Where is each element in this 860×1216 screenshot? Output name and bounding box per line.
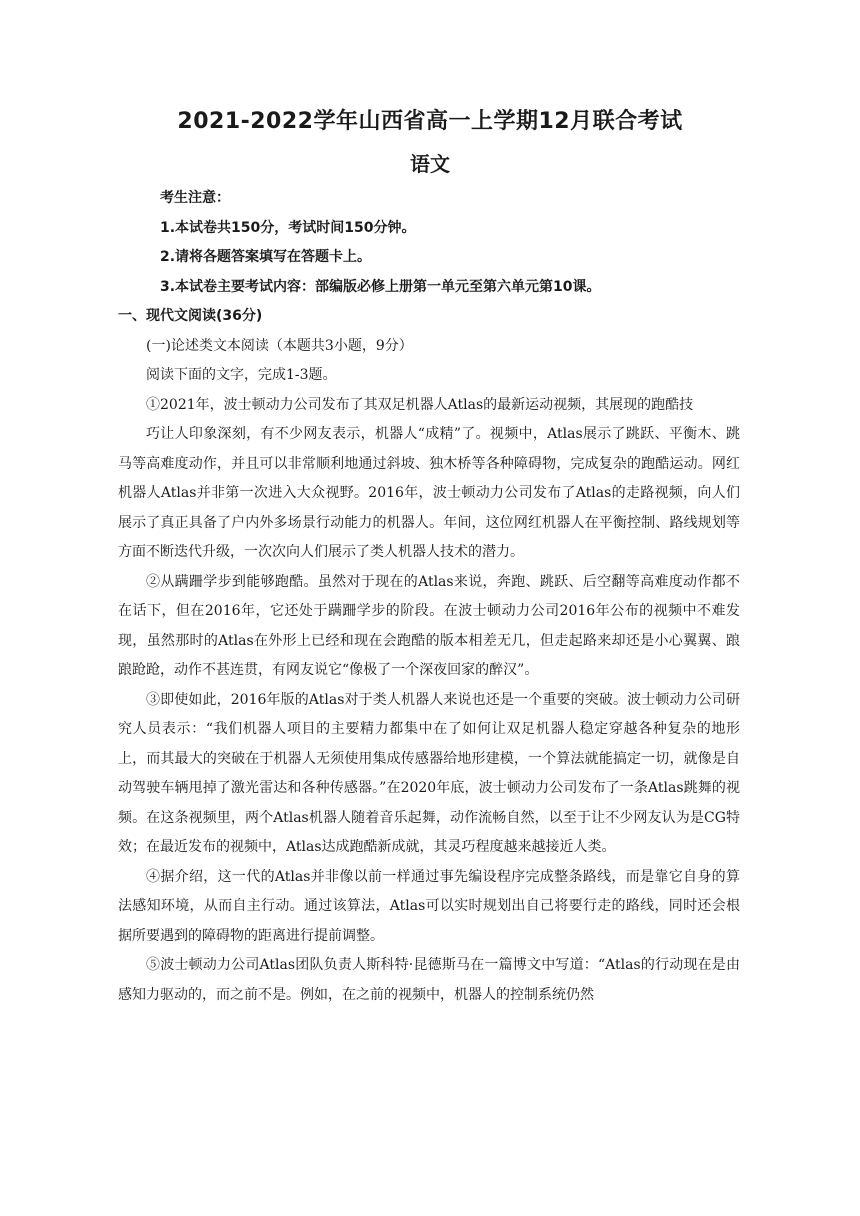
article-paragraph-1-body: 巧让人印象深刻，有不少网友表示，机器人“成精”了。视频中，Atlas展示了跳跃、平衡木、跳马等高难度动作，并且可以非常顺利地通过斜坡、独木桥等各种障碍物，完成复杂的跑酷运动。网红机器人Atlas并非第一次进入大众视野。2016年，波士顿动力公司发布了Atlas的走路视频，向人们展示了真正具备了户内外多场景行动能力的机器人。年间，这位网红机器人在平衡控制、路线规划等方面不断迭代升级，一次次向人们展示了类人机器人技术的潜力。 bbox=[118, 426, 740, 560]
reading-instruction: 阅读下面的文字，完成1-3题。 bbox=[146, 367, 337, 383]
article-paragraph-2: ②从蹒跚学步到能够跑酷。虽然对于现在的Atlas来说，奔跑、跳跃、后空翻等高难度动作都不在话下，但在2016年，它还处于蹒跚学步的阶段。在波士顿动力公司2016年公布的视频中不难发现，虽然那时的Atlas在外形上已经和现在会跑酷的版本相差无几，但走起路来却还是小心翼翼、踉踉跄跄，动作不甚连贯，有网友说它“像极了一个深夜回家的醉汉”。 bbox=[118, 573, 740, 678]
section-heading: 一、现代文阅读(36分) bbox=[118, 308, 263, 324]
exam-title: 2021-2022学年山西省高一上学期12月联合考试 bbox=[177, 109, 683, 134]
article-paragraph-4: ④据介绍，这一代的Atlas并非像以前一样通过事先编设程序完成整条路线，而是靠它自身的算法感知环境，从而自主行动。通过该算法，Atlas可以实时规划出自己将要行走的路线，同时还会根据所要遇到的障碍物的距离进行提前调整。 bbox=[118, 868, 740, 944]
section-subheading: (一)论述类文本阅读（本题共3小题，9分） bbox=[146, 337, 413, 354]
notice-item-3: 3.本试卷主要考试内容：部编版必修上册第一单元至第六单元第10课。 bbox=[160, 278, 601, 295]
article-paragraph-5: ⑤波士顿动力公司Atlas团队负责人斯科特·昆德斯马在一篇博文中写道：“Atlas的行动现在是由感知力驱动的，而之前不是。例如，在之前的视频中，机器人的控制系统仍然 bbox=[118, 957, 740, 1003]
article-paragraph-1-head: ①2021年，波士顿动力公司发布了其双足机器人Atlas的最新运动视频，其展现的跑酷技 bbox=[146, 396, 694, 413]
article-paragraph-3: ③即使如此，2016年版的Atlas对于类人机器人来说也还是一个重要的突破。波士顿动力公司研究人员表示：“我们机器人项目的主要精力都集中在了如何让双足机器人稳定穿越各种复杂的地形上，而其最大的突破在于机器人无须使用集成传感器给地形建模，一个算法就能搞定一切，就像是自动驾驶车辆甩掉了激光雷达和各种传感器。”在2020年底，波士顿动力公司发布了一条Atlas跳舞的视频。在这条视频里，两个Atlas机器人随着音乐起舞，动作流畅自然，以至于让不少网友认为是CG特效；在最近发布的视频中，Atlas达成跑酷新成就，其灵巧程度越来越接近人类。 bbox=[118, 691, 740, 855]
notice-item-1: 1.本试卷共150分，考试时间150分钟。 bbox=[160, 219, 416, 236]
notice-heading: 考生注意： bbox=[160, 190, 230, 206]
exam-subject: 语文 bbox=[410, 152, 450, 176]
document-body bbox=[118, 184, 740, 1010]
notice-item-2: 2.请将各题答案填写在答题卡上。 bbox=[160, 249, 372, 265]
